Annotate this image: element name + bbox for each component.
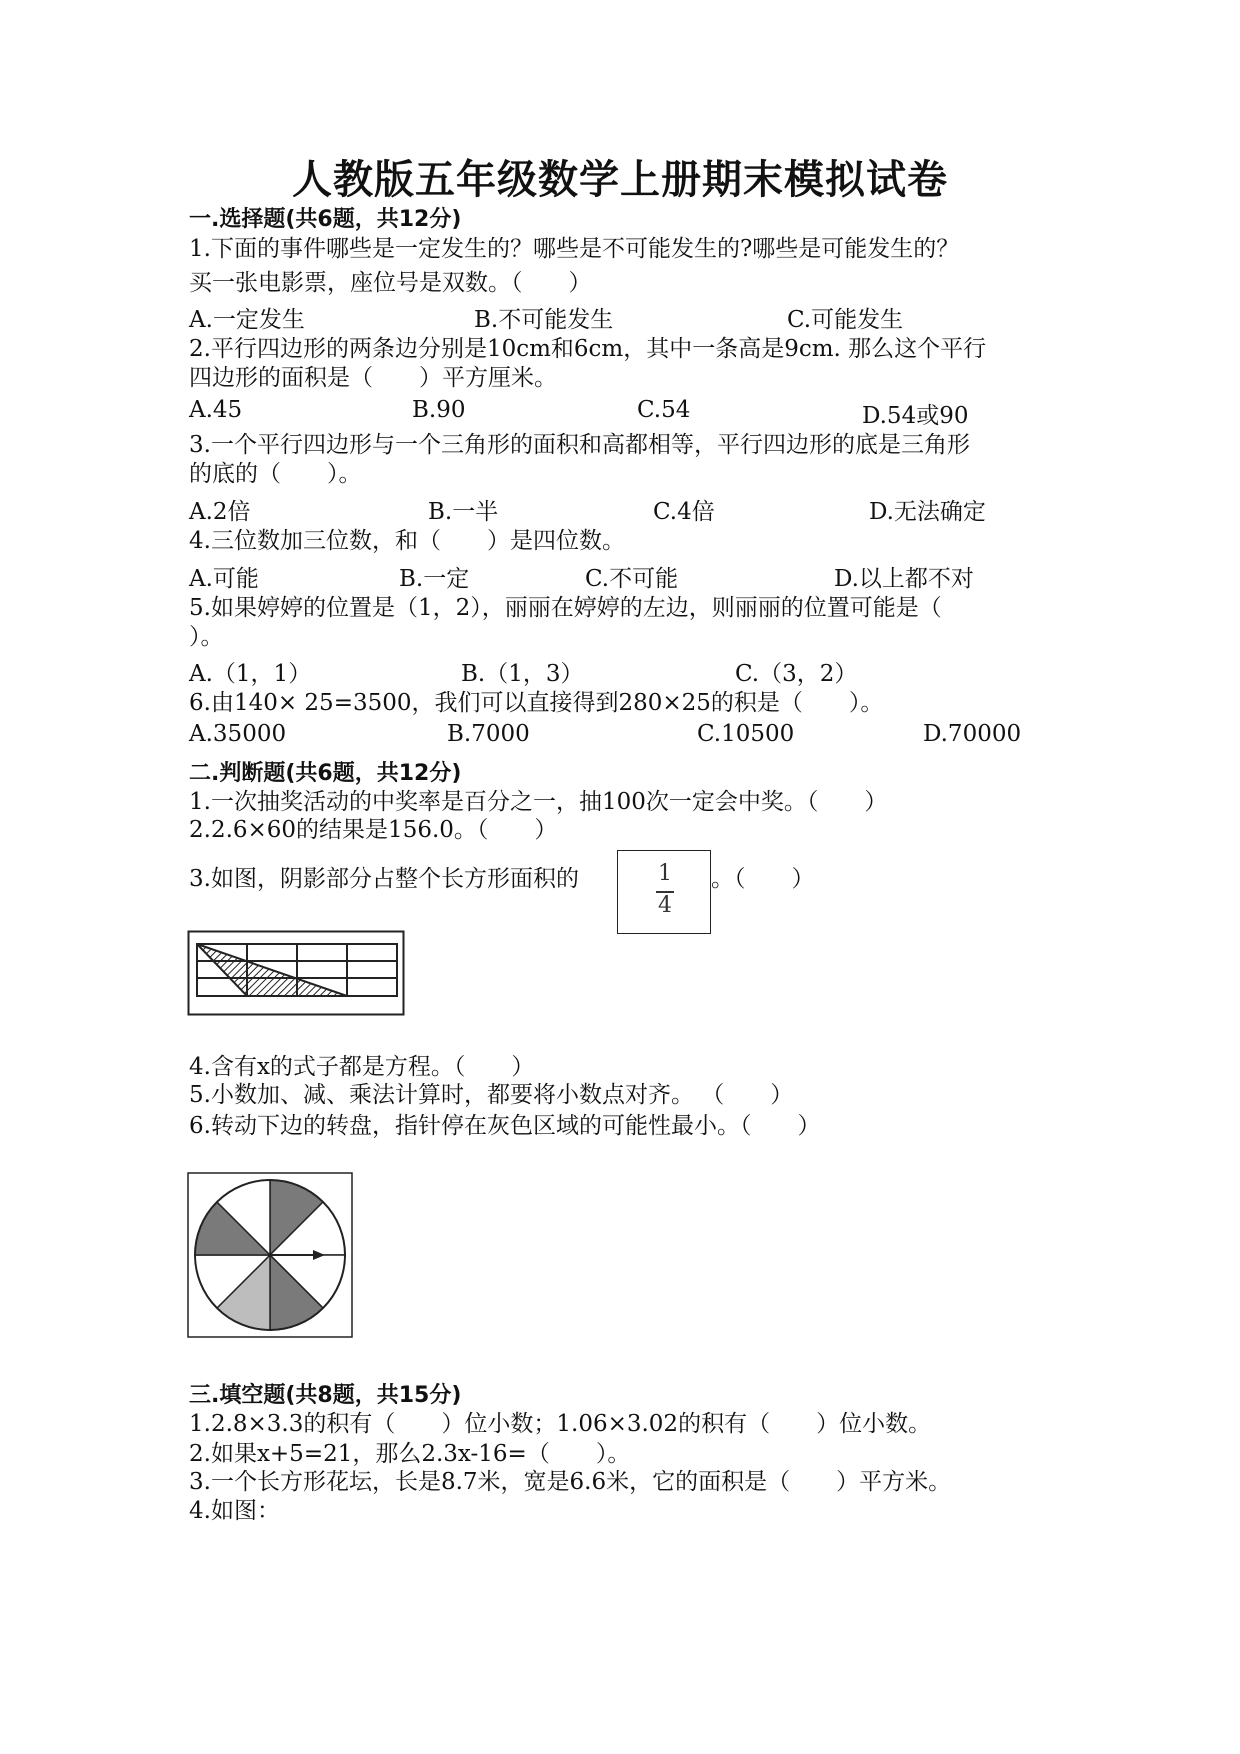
fill-q4: 4.如图： bbox=[189, 1498, 280, 1524]
choice-q1-option-a[interactable]: A.一定发生 bbox=[189, 307, 305, 333]
choice-q2-option-d[interactable]: D.54或90 bbox=[862, 403, 969, 429]
grid-rectangle-figure bbox=[187, 930, 405, 1016]
choice-q5-option-c[interactable]: C.（3，2） bbox=[735, 661, 858, 687]
choice-q6-line1: 6.由140× 25=3500，我们可以直接得到280×25的积是（ ）。 bbox=[189, 690, 884, 716]
choice-q1-line2: 买一张电影票，座位号是双数。（ ） bbox=[189, 270, 592, 296]
choice-q6-option-a[interactable]: A.35000 bbox=[189, 721, 287, 747]
choice-q4-option-d[interactable]: D.以上都不对 bbox=[834, 566, 974, 592]
choice-q1-option-c[interactable]: C.可能发生 bbox=[787, 307, 904, 333]
judge-q3-blank: 。（ ） bbox=[711, 866, 815, 892]
choice-q2-line1: 2.平行四边形的两条边分别是10cm和6cm，其中一条高是9cm. 那么这个平行 bbox=[189, 336, 987, 362]
fraction-box bbox=[617, 850, 711, 934]
fill-q2: 2.如果x+5=21，那么2.3x-16=（ ）。 bbox=[189, 1441, 631, 1467]
section-heading-fill: 三.填空题(共8题，共15分) bbox=[189, 1383, 462, 1408]
fraction-denominator: 4 bbox=[658, 893, 672, 918]
fraction-numerator: 1 bbox=[658, 861, 672, 886]
choice-q5-option-a[interactable]: A.（1，1） bbox=[189, 661, 312, 687]
choice-q1-line1: 1.下面的事件哪些是一定发生的？哪些是不可能发生的?哪些是可能发生的？ bbox=[189, 236, 960, 262]
choice-q3-line2: 的底的（ ）。 bbox=[189, 461, 362, 487]
judge-q6: 6.转动下边的转盘，指针停在灰色区域的可能性最小。（ ） bbox=[189, 1113, 821, 1139]
fill-q1: 1.2.8×3.3的积有（ ）位小数；1.06×3.02的积有（ ）位小数。 bbox=[189, 1411, 932, 1437]
choice-q2-option-b[interactable]: B.90 bbox=[412, 397, 466, 423]
section-heading-choice: 一.选择题(共6题，共12分) bbox=[189, 207, 462, 232]
page-title: 人教版五年级数学上册期末模拟试卷 bbox=[292, 157, 948, 203]
choice-q6-option-d[interactable]: D.70000 bbox=[923, 721, 1022, 747]
section-heading-judge: 二.判断题(共6题，共12分) bbox=[189, 761, 462, 786]
choice-q2-line2: 四边形的面积是（ ）平方厘米。 bbox=[189, 365, 557, 391]
choice-q2-option-c[interactable]: C.54 bbox=[637, 397, 691, 423]
choice-q3-option-c[interactable]: C.4倍 bbox=[653, 499, 715, 525]
choice-q3-line1: 3.一个平行四边形与一个三角形的面积和高都相等，平行四边形的底是三角形 bbox=[189, 432, 970, 458]
choice-q6-option-b[interactable]: B.7000 bbox=[447, 721, 530, 747]
choice-q3-option-b[interactable]: B.一半 bbox=[428, 499, 499, 525]
choice-q2-option-a[interactable]: A.45 bbox=[189, 397, 243, 423]
choice-q6-option-c[interactable]: C.10500 bbox=[697, 721, 795, 747]
choice-q4-option-c[interactable]: C.不可能 bbox=[585, 566, 679, 592]
choice-q4-option-a[interactable]: A.可能 bbox=[189, 566, 259, 592]
choice-q4-line1: 4.三位数加三位数，和（ ）是四位数。 bbox=[189, 528, 625, 554]
choice-q3-option-a[interactable]: A.2倍 bbox=[189, 499, 251, 525]
choice-q5-line2: ）。 bbox=[189, 624, 224, 650]
choice-q4-option-b[interactable]: B.一定 bbox=[399, 566, 470, 592]
judge-q3-text: 3.如图，阴影部分占整个长方形面积的 bbox=[189, 866, 579, 892]
choice-q1-option-b[interactable]: B.不可能发生 bbox=[474, 307, 614, 333]
choice-q5-option-b[interactable]: B.（1，3） bbox=[461, 661, 584, 687]
judge-q4: 4.含有x的式子都是方程。（ ） bbox=[189, 1054, 535, 1080]
spinner-figure bbox=[187, 1172, 353, 1338]
judge-q5: 5.小数加、减、乘法计算时，都要将小数点对齐。 （ ） bbox=[189, 1082, 794, 1108]
judge-q2: 2.2.6×60的结果是156.0。（ ） bbox=[189, 817, 558, 843]
choice-q3-option-d[interactable]: D.无法确定 bbox=[869, 499, 986, 525]
judge-q1: 1.一次抽奖活动的中奖率是百分之一，抽100次一定会中奖。（ ） bbox=[189, 789, 888, 815]
fill-q3: 3.一个长方形花坛，长是8.7米，宽是6.6米，它的面积是（ ）平方米。 bbox=[189, 1469, 952, 1495]
choice-q5-line1: 5.如果婷婷的位置是（1，2），丽丽在婷婷的左边，则丽丽的位置可能是（ bbox=[189, 595, 942, 621]
